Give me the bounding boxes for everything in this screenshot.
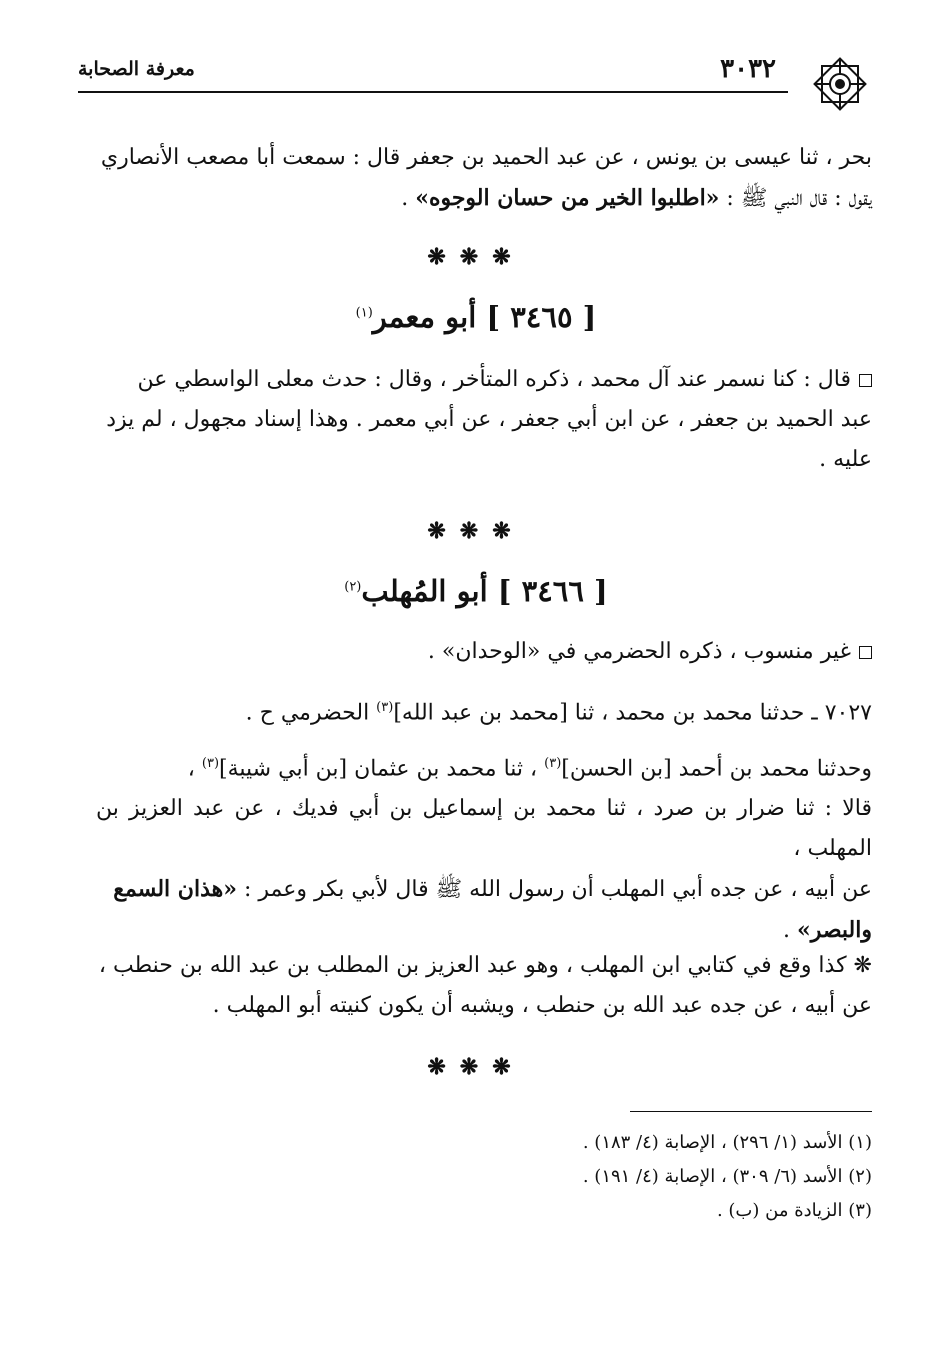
entry-name: أبو المُهلب (361, 574, 488, 608)
footnote-item: (١) الأسد (١/ ٢٩٦) ، الإصابة (٤/ ١٨٣) . (582, 1132, 872, 1153)
footnote-ref: (١) (355, 305, 373, 321)
body-line: عليه . (819, 447, 872, 472)
header-rule (78, 91, 788, 93)
page-header (78, 52, 872, 100)
footnotes (96, 1126, 872, 1228)
entry-number: [ ٣٤٦٥ ] (486, 300, 597, 334)
footnote-ref: (٢) (344, 579, 362, 595)
hadith-7027-continued: وحدثنا محمد بن أحمد [بن الحسن]$^{(٣)}$ ، ثنا محمد بن عثمان [بن أبي شيبة]$^{(٣)}$ ، قالا : ثنا ضرار بن صرد ، ثنا محمد بن إسماعيل بن أبي فديك ، عن عبد العزيز بن المهلب ، عن أبيه ، عن جده أبي المهلب أن رسول الله ﷺ قال لأبي بكر وعمر : «هذان السمع والبصر» . (96, 756, 872, 944)
footnote-item: (٣) الزيادة من (ب) . (716, 1200, 872, 1221)
footnote-item: (٢) الأسد (٦/ ٣٠٩) ، الإصابة (٤/ ١٩١) . (582, 1166, 872, 1187)
box-marker (859, 374, 872, 387)
running-title: معرفة الصحابة (78, 58, 195, 80)
page-number: ٣٠٣٢ (720, 54, 776, 84)
box-marker (859, 646, 872, 659)
continued-line-2: يقول : قال النبي ﷺ : «اطلبوا الخير من حسان الوجوه» . (401, 185, 872, 211)
entry-3466-intro: غير منسوب ، ذكره الحضرمي في «الوحدان» . (96, 632, 872, 672)
entry-number: [ ٣٤٦٦ ] (497, 574, 608, 608)
section-separator: ❋❋❋ (427, 244, 525, 270)
hadith-text: «اطلبوا الخير من حسان الوجوه» (415, 185, 720, 211)
body-line: عبد الحميد بن جعفر ، عن ابن أبي جعفر ، عن أبي معمر . وهذا إسناد مجهول ، لم يزد (106, 407, 872, 432)
entry-heading-3465 (0, 300, 952, 334)
body-line: قال : كنا نسمر عند آل محمد ، ذكره المتأخر ، وقال : حدث معلى الواسطي عن (96, 360, 872, 400)
footnote-rule (630, 1111, 872, 1112)
ornament-icon (808, 52, 872, 116)
continued-line-1: بحر ، ثنا عيسى بن يونس ، عن عبد الحميد بن جعفر قال : سمعت أبا مصعب الأنصاري (100, 145, 872, 170)
section-separator: ❋❋❋ (427, 1054, 525, 1080)
entry-name: أبو معمر (372, 300, 477, 334)
entry-heading-3466 (0, 574, 952, 608)
author-note: ❋ كذا وقع في كتابي ابن المهلب ، وهو عبد العزيز بن المطلب بن عبد الله بن حنطب ، عن أبيه ، عن جده عبد الله بن حنطب ، ويشبه أن يكون كنيته أبو المهلب . (98, 953, 872, 1018)
entry-3465-body (96, 360, 872, 480)
hadith-quote: «هذان السمع (113, 876, 237, 903)
hadith-quote: والبصر» (796, 917, 872, 944)
section-separator: ❋❋❋ (427, 518, 525, 544)
continued-paragraph (96, 138, 872, 219)
hadith-7027: ٧٠٢٧ ـ حدثنا محمد بن محمد ، ثنا [محمد بن عبد الله]$^{(٣)}$ الحضرمي ح . (245, 700, 872, 726)
